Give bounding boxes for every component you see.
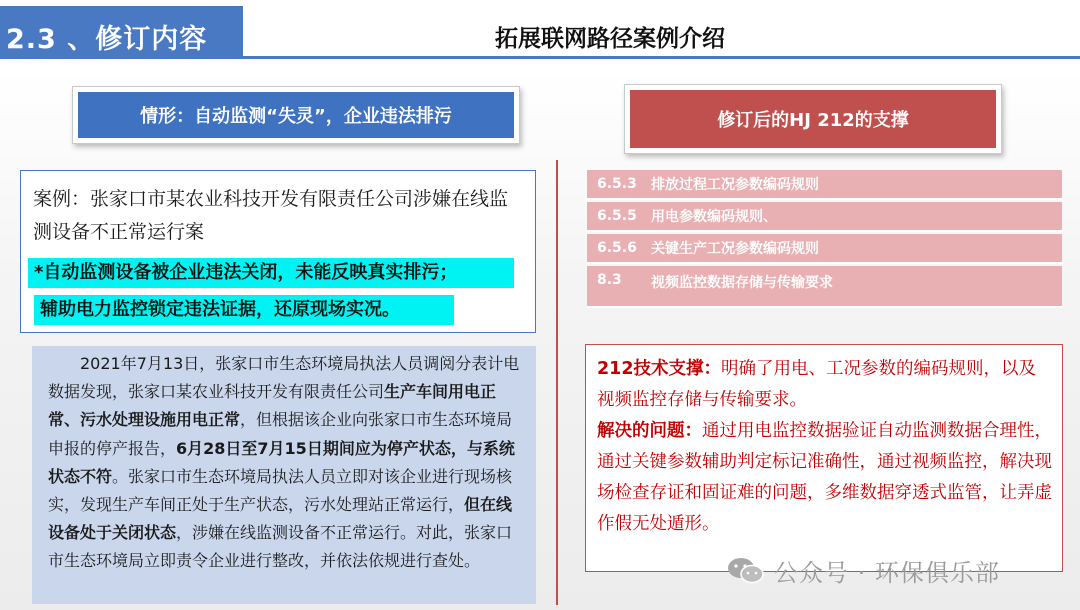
right-banner — [624, 84, 1002, 154]
spec-desc: 关键生产工况参数编码规则 — [651, 241, 819, 257]
spec-row — [587, 266, 1062, 308]
support-paragraph-2 — [597, 416, 1052, 540]
support-label-1: 212技术支撑： — [597, 359, 722, 379]
support-text-2: 通过用电监控数据验证自动监测数据合理性，通过关键参数辅助判定标记准确性，通过视频监控，解决现场检查存证和固证难的问题，多维数据穿透式监管，让弄虚作假无处遁形。 — [597, 421, 1052, 534]
watermark — [726, 552, 1066, 588]
highlight-line-1: *自动监测设备被企业违法关闭，未能反映真实排污； — [28, 258, 514, 288]
header-rule — [0, 56, 1080, 59]
support-text-1: 明确了用电、工况参数的编码规则，以及视频监控存储与传输要求。 — [597, 359, 1037, 410]
spec-row — [587, 234, 1062, 264]
support-text — [597, 354, 1052, 540]
spec-row — [587, 170, 1062, 200]
spec-row — [587, 202, 1062, 232]
story-part-1: 2021年7月13日，张家口市生态环境局执法人员调阅分表计电数据发现，张家口某农业科技开发有限责任公司 — [48, 354, 520, 402]
highlight-line-2: 辅助电力监控锁定违法证据，还原现场实况。 — [34, 295, 454, 325]
left-banner-label: 情形：自动监测“失灵”，企业违法排污 — [78, 92, 514, 138]
story-part-4: ，涉嫌在线监测设备不正常运行。对此，张家口市生态环境局立即责令企业进行整改，并依法依规进行查处。 — [48, 523, 513, 571]
spec-code: 6.5.3 — [597, 176, 637, 192]
story-text — [48, 350, 520, 576]
spec-desc: 用电参数编码规则、 — [651, 209, 777, 225]
spec-code: 6.5.5 — [597, 208, 637, 224]
support-label-2: 解决的问题： — [597, 421, 702, 441]
section-label: 2.3 、修订内容 — [0, 6, 243, 56]
left-banner — [72, 86, 520, 144]
spec-desc: 排放过程工况参数编码规则 — [651, 177, 819, 193]
watermark-text: 公众号 · 环保俱乐部 — [774, 558, 1000, 587]
support-paragraph-1 — [597, 354, 1052, 416]
story-bold-2: 6月28日至7月15日期间应为停产状态，与系统状态不符 — [48, 438, 515, 486]
wechat-icon — [726, 555, 766, 585]
story-bold-3: 但在线设备处于关闭状态 — [48, 495, 513, 543]
right-banner-label: 修订后的HJ 212的支撑 — [630, 90, 996, 148]
story-part-2: ，但根据该企业向张家口市生态环境局申报的停产报告， — [48, 410, 513, 458]
spec-desc: 视频监控数据存储与传输要求 — [651, 275, 833, 291]
slide-title: 拓展联网路径案例介绍 — [495, 26, 725, 52]
story-part-3: 。张家口市生态环境局执法人员立即对该企业进行现场核实，发现生产车间正处于生产状态，污水处理站正常运行， — [48, 466, 513, 515]
vertical-divider — [556, 160, 558, 605]
case-text: 案例：张家口市某农业科技开发有限责任公司涉嫌在线监测设备不正常运行案 — [33, 188, 509, 243]
story-bold-1: 生产车间用电正常、污水处理设施用电正常 — [48, 382, 497, 430]
spec-code: 6.5.6 — [597, 240, 637, 256]
spec-code: 8.3 — [597, 272, 622, 288]
